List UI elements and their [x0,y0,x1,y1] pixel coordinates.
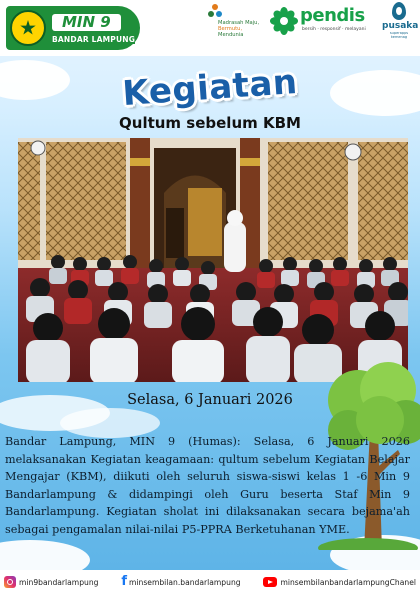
madrasah-tagline-3: Mendunia [218,32,244,38]
facebook-handle: minsembilan.bandarlampung [129,577,241,587]
page-subtitle: Qultum sebelum KBM [119,114,301,132]
pendis-flower-icon [270,7,298,35]
page-title: Kegiatan [121,61,299,115]
youtube-link[interactable] [263,577,416,587]
madrasah-tagline-2: Bermutu, [218,26,243,32]
pusaka-drop-icon [392,2,406,20]
kemenag-emblem-icon [10,10,46,46]
mosque-gathering-photo [18,138,408,382]
pusaka-name: pusaka [382,21,419,31]
madrasah-maju-logo [208,4,270,38]
min-logo-subtitle: BANDAR LAMPUNG [52,35,136,44]
footer-social-bar [0,570,420,594]
activity-photo [18,138,408,382]
madrasah-tagline-1: Madrasah Maju, [218,20,260,26]
facebook-icon: f [121,574,127,589]
instagram-link[interactable] [4,576,98,588]
event-date: Selasa, 6 Januari 2026 [127,392,293,408]
instagram-icon [4,576,16,588]
min9-logo [6,6,140,50]
pendis-tagline: bersih · responsif · melayani [302,27,366,32]
min-logo-title: MIN 9 [52,14,121,31]
pendis-logo [270,3,378,37]
instagram-handle: min9bandarlampung [19,577,99,587]
pendis-name: pendis [300,5,365,26]
pusaka-subtitle: superapps kemenag [389,31,409,39]
facebook-link[interactable] [121,576,240,588]
youtube-handle: minsembilanbandarlampungChanel [280,577,416,587]
news-body-text: Bandar Lampung, MIN 9 (Humas): Selasa, 6 Januari 2026 melaksanakan Kegiatan keagamaan: qultum sebelum Kegiatan Belajar Mengajar (KBM), diikuti oleh seluruh siswa-siswi kelas 1 -6 Min 9 Bandarlampung & didampingi oleh Guru beserta Staf Min 9 Bandarlampung. Kegiatan sholat ini dilaksanakan secara bejama'ah sebagai pengamalan nilai-nilai P5-PPRA Berketuhanan YME. [5,435,410,536]
pusaka-logo [382,2,419,39]
youtube-icon [263,577,277,587]
